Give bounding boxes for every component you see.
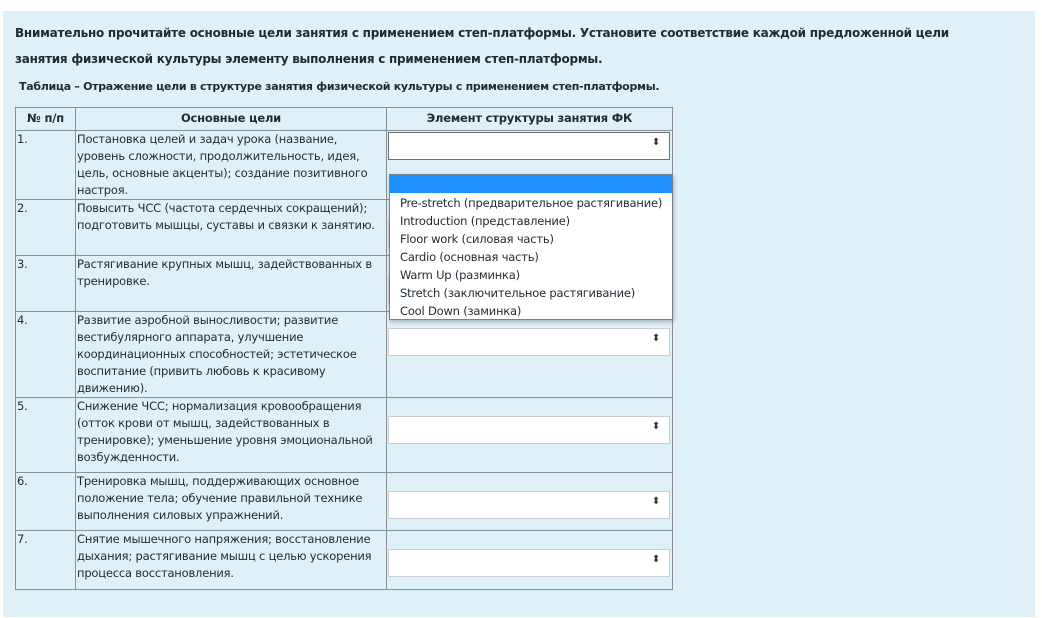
dropdown-option[interactable]: Cardio (основная часть) <box>400 250 539 264</box>
row-goal: Развитие аэробной выносливости; развитие вестибулярного аппарата, улучшение координационных способностей; эстетическое воспитание (привить любовь к красивому движению). <box>76 312 387 398</box>
answer-cell <box>387 473 673 531</box>
row-number: 3. <box>16 256 76 312</box>
row-goal: Снижение ЧСС; нормализация кровообращения (отток крови от мышц, задействованных в тренировке); уменьшение уровня эмоциональной возбужденности. <box>76 398 387 473</box>
dropdown-option[interactable]: Introduction (представление) <box>400 214 570 228</box>
answer-cell <box>387 398 673 473</box>
dropdown-option[interactable]: Floor work (силовая часть) <box>400 232 554 246</box>
dropdown-option[interactable]: Cool Down (заминка) <box>400 304 522 318</box>
answer-cell <box>387 312 673 398</box>
updown-arrow-icon: ⬍ <box>651 421 660 432</box>
row-goal: Повысить ЧСС (частота сердечных сокращений); подготовить мышцы, суставы и связки к занятию. <box>76 200 387 256</box>
answer-select-5[interactable] <box>388 416 670 444</box>
row-number: 5. <box>16 398 76 473</box>
header-number: № п/п <box>16 108 76 131</box>
row-goal: Снятие мышечного напряжения; восстановление дыхания; растягивание мышц с целью ускорения процесса восстановления. <box>76 531 387 590</box>
answer-select-7[interactable] <box>388 549 670 577</box>
instruction-text: Внимательно прочитайте основные цели занятия с применением степ-платформы. Установите соответствие каждой предложенной цели занятия физической культуры элементу выполнения с применением степ-платформы. <box>15 26 949 66</box>
dropdown-option[interactable]: Pre-stretch (предварительное растягивание) <box>400 196 663 210</box>
dropdown-option-empty[interactable] <box>390 175 672 193</box>
answer-select-6[interactable] <box>388 491 670 519</box>
header-goals: Основные цели <box>76 108 387 131</box>
answer-cell <box>387 531 673 590</box>
updown-arrow-icon: ⬍ <box>651 333 660 344</box>
row-number: 1. <box>16 131 76 200</box>
row-number: 4. <box>16 312 76 398</box>
row-number: 7. <box>16 531 76 590</box>
dropdown-option[interactable]: Stretch (заключительное растягивание) <box>400 286 635 300</box>
row-number: 6. <box>16 473 76 531</box>
header-row <box>16 108 673 131</box>
answer-select-4[interactable] <box>388 328 670 356</box>
table-row <box>16 531 673 590</box>
table-row <box>16 473 673 531</box>
answer-select-1[interactable] <box>388 132 670 160</box>
dropdown-option[interactable]: Warm Up (разминка) <box>400 268 520 282</box>
updown-arrow-icon: ⬍ <box>651 137 660 148</box>
table-caption: Таблица – Отражение цели в структуре занятия физической культуры с применением степ-платформы. <box>19 80 660 93</box>
row-goal: Растягивание крупных мышц, задействованных в тренировке. <box>76 256 387 312</box>
table-row <box>16 398 673 473</box>
updown-arrow-icon: ⬍ <box>651 496 660 507</box>
answer-dropdown-list <box>389 174 673 320</box>
row-goal: Постановка целей и задач урока (название, уровень сложности, продолжительность, идея, цель, основные акценты); создание позитивного настроя. <box>76 131 387 200</box>
row-number: 2. <box>16 200 76 256</box>
header-element: Элемент структуры занятия ФК <box>387 108 673 131</box>
row-goal: Тренировка мышц, поддерживающих основное положение тела; обучение правильной технике выполнения силовых упражнений. <box>76 473 387 531</box>
table-row <box>16 312 673 398</box>
updown-arrow-icon: ⬍ <box>651 554 660 565</box>
